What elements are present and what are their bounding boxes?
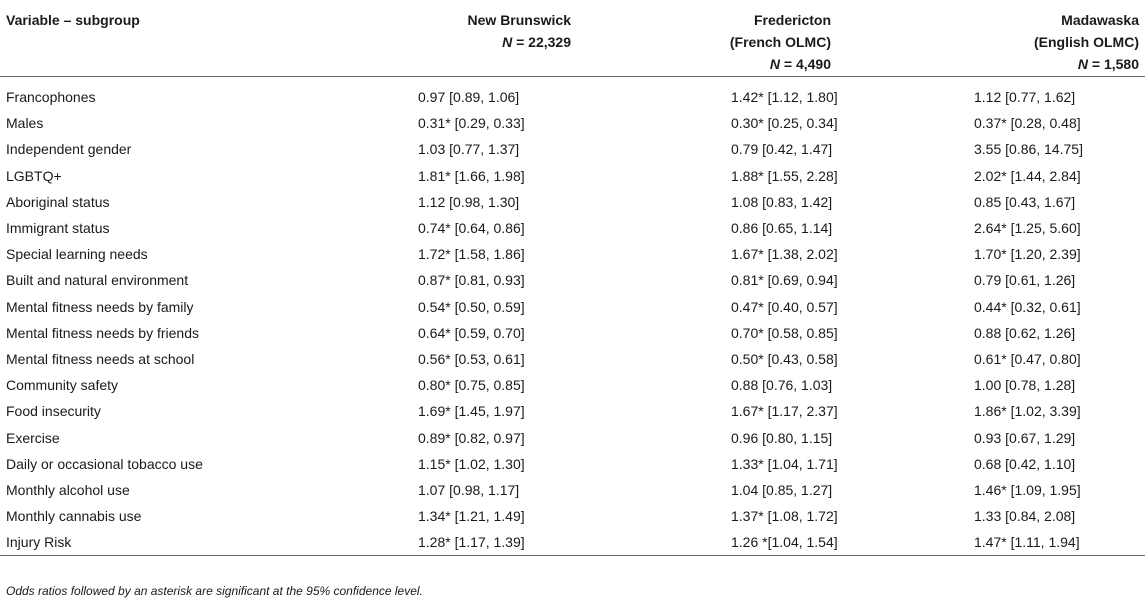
cell-madawaska: 0.85 [0.43, 1.67] bbox=[974, 193, 1076, 210]
cell-variable: Independent gender bbox=[6, 141, 132, 158]
table-header bbox=[0, 0, 1145, 76]
table-row bbox=[0, 398, 1145, 424]
cell-fredericton: 1.26 *[1.04, 1.54] bbox=[603, 529, 903, 556]
cell-variable: Monthly alcohol use bbox=[6, 481, 130, 498]
table-row bbox=[0, 503, 1145, 529]
table-row bbox=[0, 372, 1145, 398]
cell-new-brunswick: 1.07 [0.98, 1.17] bbox=[418, 481, 520, 498]
cell-fredericton: 1.88* [1.55, 2.28] bbox=[731, 167, 838, 184]
cell-fredericton: 0.30* [0.25, 0.34] bbox=[731, 115, 838, 132]
cell-new-brunswick: 1.28* [1.17, 1.39] bbox=[315, 529, 603, 556]
cell-madawaska: 1.46* [1.09, 1.95] bbox=[974, 481, 1081, 498]
cell-new-brunswick: 1.34* [1.21, 1.49] bbox=[418, 508, 525, 525]
cell-new-brunswick: 0.74* [0.64, 0.86] bbox=[418, 220, 525, 237]
cell-fredericton: 0.81* [0.69, 0.94] bbox=[731, 272, 838, 289]
cell-variable: Mental fitness needs by friends bbox=[6, 324, 199, 341]
table-row bbox=[0, 163, 1145, 189]
cell-fredericton: 0.96 [0.80, 1.15] bbox=[731, 429, 833, 446]
cell-new-brunswick: 1.03 [0.77, 1.37] bbox=[418, 141, 520, 158]
cell-fredericton: 0.70* [0.58, 0.85] bbox=[731, 324, 838, 341]
cell-fredericton: 1.67* [1.17, 2.37] bbox=[731, 403, 838, 420]
cell-fredericton: 1.42* [1.12, 1.80] bbox=[731, 89, 838, 106]
cell-madawaska: 1.00 [0.78, 1.28] bbox=[974, 377, 1076, 394]
cell-variable: Community safety bbox=[6, 377, 119, 394]
table-row bbox=[0, 346, 1145, 372]
cell-madawaska: 0.37* [0.28, 0.48] bbox=[974, 115, 1081, 132]
cell-fredericton: 1.67* [1.38, 2.02] bbox=[731, 246, 838, 263]
cell-madawaska: 0.93 [0.67, 1.29] bbox=[974, 429, 1076, 446]
cell-madawaska: 0.44* [0.32, 0.61] bbox=[974, 298, 1081, 315]
table-row bbox=[0, 529, 1145, 556]
cell-fredericton: 0.86 [0.65, 1.14] bbox=[731, 220, 833, 237]
table-row bbox=[0, 241, 1145, 267]
cell-new-brunswick: 1.81* [1.66, 1.98] bbox=[418, 167, 525, 184]
cell-new-brunswick: 0.54* [0.50, 0.59] bbox=[418, 298, 525, 315]
cell-new-brunswick: 0.56* [0.53, 0.61] bbox=[418, 350, 525, 367]
cell-fredericton: 0.47* [0.40, 0.57] bbox=[731, 298, 838, 315]
table-row bbox=[0, 136, 1145, 162]
cell-new-brunswick: 0.80* [0.75, 0.85] bbox=[418, 377, 525, 394]
cell-variable: Immigrant status bbox=[6, 220, 110, 237]
cell-variable: Exercise bbox=[6, 429, 60, 446]
table-row bbox=[0, 320, 1145, 346]
header-variable-subgroup: Variable – subgroup bbox=[0, 0, 315, 76]
cell-fredericton: 1.08 [0.83, 1.42] bbox=[731, 193, 833, 210]
cell-madawaska: 0.68 [0.42, 1.10] bbox=[974, 455, 1076, 472]
cell-fredericton: 1.04 [0.85, 1.27] bbox=[731, 481, 833, 498]
cell-new-brunswick: 0.64* [0.59, 0.70] bbox=[418, 324, 525, 341]
cell-new-brunswick: 0.89* [0.82, 0.97] bbox=[418, 429, 525, 446]
cell-madawaska: 1.47* [1.11, 1.94] bbox=[903, 529, 1145, 556]
cell-madawaska: 0.88 [0.62, 1.26] bbox=[974, 324, 1076, 341]
cell-madawaska: 1.86* [1.02, 3.39] bbox=[974, 403, 1081, 420]
cell-variable: Aboriginal status bbox=[6, 193, 110, 210]
cell-variable: Monthly cannabis use bbox=[6, 508, 142, 525]
table-row bbox=[0, 451, 1145, 477]
cell-variable: Mental fitness needs at school bbox=[6, 350, 195, 367]
header-madawaska: Madawaska (English OLMC) N = 1,580 bbox=[903, 0, 1145, 76]
cell-new-brunswick: 1.15* [1.02, 1.30] bbox=[418, 455, 525, 472]
table-row bbox=[0, 424, 1145, 450]
cell-variable: Built and natural environment bbox=[6, 272, 189, 289]
cell-new-brunswick: 1.12 [0.98, 1.30] bbox=[418, 193, 520, 210]
table-row bbox=[0, 267, 1145, 293]
cell-madawaska: 3.55 [0.86, 14.75] bbox=[974, 141, 1083, 158]
cell-madawaska: 2.64* [1.25, 5.60] bbox=[974, 220, 1081, 237]
cell-madawaska: 1.12 [0.77, 1.62] bbox=[974, 89, 1076, 106]
cell-variable: Francophones bbox=[6, 89, 96, 106]
cell-variable: Daily or occasional tobacco use bbox=[6, 455, 203, 472]
table-row bbox=[0, 294, 1145, 320]
cell-fredericton: 1.37* [1.08, 1.72] bbox=[731, 508, 838, 525]
cell-new-brunswick: 0.31* [0.29, 0.33] bbox=[418, 115, 525, 132]
table-body bbox=[0, 76, 1145, 556]
cell-variable: Special learning needs bbox=[6, 246, 148, 263]
header-fredericton: Fredericton (French OLMC) N = 4,490 bbox=[603, 0, 903, 76]
table-row bbox=[0, 110, 1145, 136]
cell-variable: Mental fitness needs by family bbox=[6, 298, 194, 315]
cell-variable: LGBTQ+ bbox=[6, 167, 62, 184]
table-spacer-row bbox=[0, 76, 1145, 84]
table-row bbox=[0, 189, 1145, 215]
cell-variable: Injury Risk bbox=[0, 529, 315, 556]
cell-madawaska: 1.33 [0.84, 2.08] bbox=[974, 508, 1076, 525]
table-row bbox=[0, 84, 1145, 110]
table-row bbox=[0, 215, 1145, 241]
cell-new-brunswick: 1.72* [1.58, 1.86] bbox=[418, 246, 525, 263]
table-row bbox=[0, 477, 1145, 503]
cell-madawaska: 2.02* [1.44, 2.84] bbox=[974, 167, 1081, 184]
cell-madawaska: 1.70* [1.20, 2.39] bbox=[974, 246, 1081, 263]
cell-fredericton: 0.88 [0.76, 1.03] bbox=[731, 377, 833, 394]
cell-fredericton: 0.50* [0.43, 0.58] bbox=[731, 350, 838, 367]
cell-new-brunswick: 1.69* [1.45, 1.97] bbox=[418, 403, 525, 420]
cell-madawaska: 0.61* [0.47, 0.80] bbox=[974, 350, 1081, 367]
table-footnote: Odds ratios followed by an asterisk are significant at the 95% confidence level. bbox=[6, 584, 423, 598]
cell-fredericton: 0.79 [0.42, 1.47] bbox=[731, 141, 833, 158]
header-new-brunswick: New Brunswick N = 22,329 bbox=[315, 0, 603, 76]
cell-variable: Food insecurity bbox=[6, 403, 101, 420]
cell-variable: Males bbox=[6, 115, 44, 132]
cell-new-brunswick: 0.87* [0.81, 0.93] bbox=[418, 272, 525, 289]
cell-fredericton: 1.33* [1.04, 1.71] bbox=[731, 455, 838, 472]
cell-madawaska: 0.79 [0.61, 1.26] bbox=[974, 272, 1076, 289]
cell-new-brunswick: 0.97 [0.89, 1.06] bbox=[418, 89, 520, 106]
